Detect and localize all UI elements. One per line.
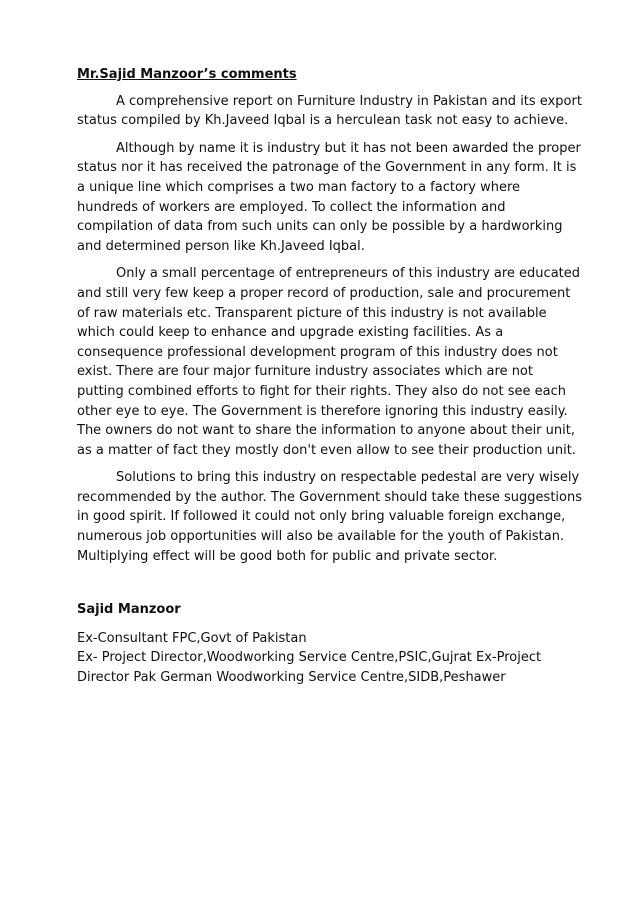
paragraph-4: Solutions to bring this industry on respectable pedestal are very wisely recommended by the author. The Government should take these suggestions in good spirit. If followed it could not only bring valuable foreign exchange, numerous job opportunities will also be available for the youth of Pakistan. Multiplying effect will be good both for public and private sector. xyxy=(77,470,582,564)
paragraph-1: A comprehensive report on Furniture Industry in Pakistan and its export status compiled by Kh.Javeed Iqbal is a herculean task not easy to achieve. xyxy=(77,93,582,129)
document-body xyxy=(77,65,583,688)
signature-title-1: Ex-Consultant FPC,Govt of Pakistan xyxy=(77,630,307,646)
paragraph-3: Only a small percentage of entrepreneurs of this industry are educated and still very few keep a proper record of production, sale and procurement of raw materials etc. Transparent picture of this industry is not available which could keep to enhance and upgrade existing facilities. As a consequence professional development program of this industry does not exist. There are four major furniture industry associates which are not putting combined efforts to fight for their rights. They also do not see each other eye to eye. The Government is therefore ignoring this industry easily. The owners do not want to share the information to anyone about their unit, as a matter of fact they mostly don't even allow to see their production unit. xyxy=(77,266,581,458)
signature-name: Sajid Manzoor xyxy=(77,602,181,618)
paragraph-2: Although by name it is industry but it has not been awarded the proper status nor it has received the patronage of the Government in any form. It is a unique line which comprises a two man factory to a factory where hundreds of workers are employed. To collect the information and compilation of data from such units can only be possible by a hardworking and determined person like Kh.Javeed Iqbal. xyxy=(77,140,581,254)
comments-heading: Mr.Sajid Manzoor’s comments xyxy=(77,67,297,82)
section-spacer xyxy=(77,574,583,600)
signature-title-2: Ex- Project Director,Woodworking Service Centre,PSIC,Gujrat Ex-Project Director Pak German Woodworking Service Centre,SIDB,Peshawer xyxy=(77,650,542,686)
